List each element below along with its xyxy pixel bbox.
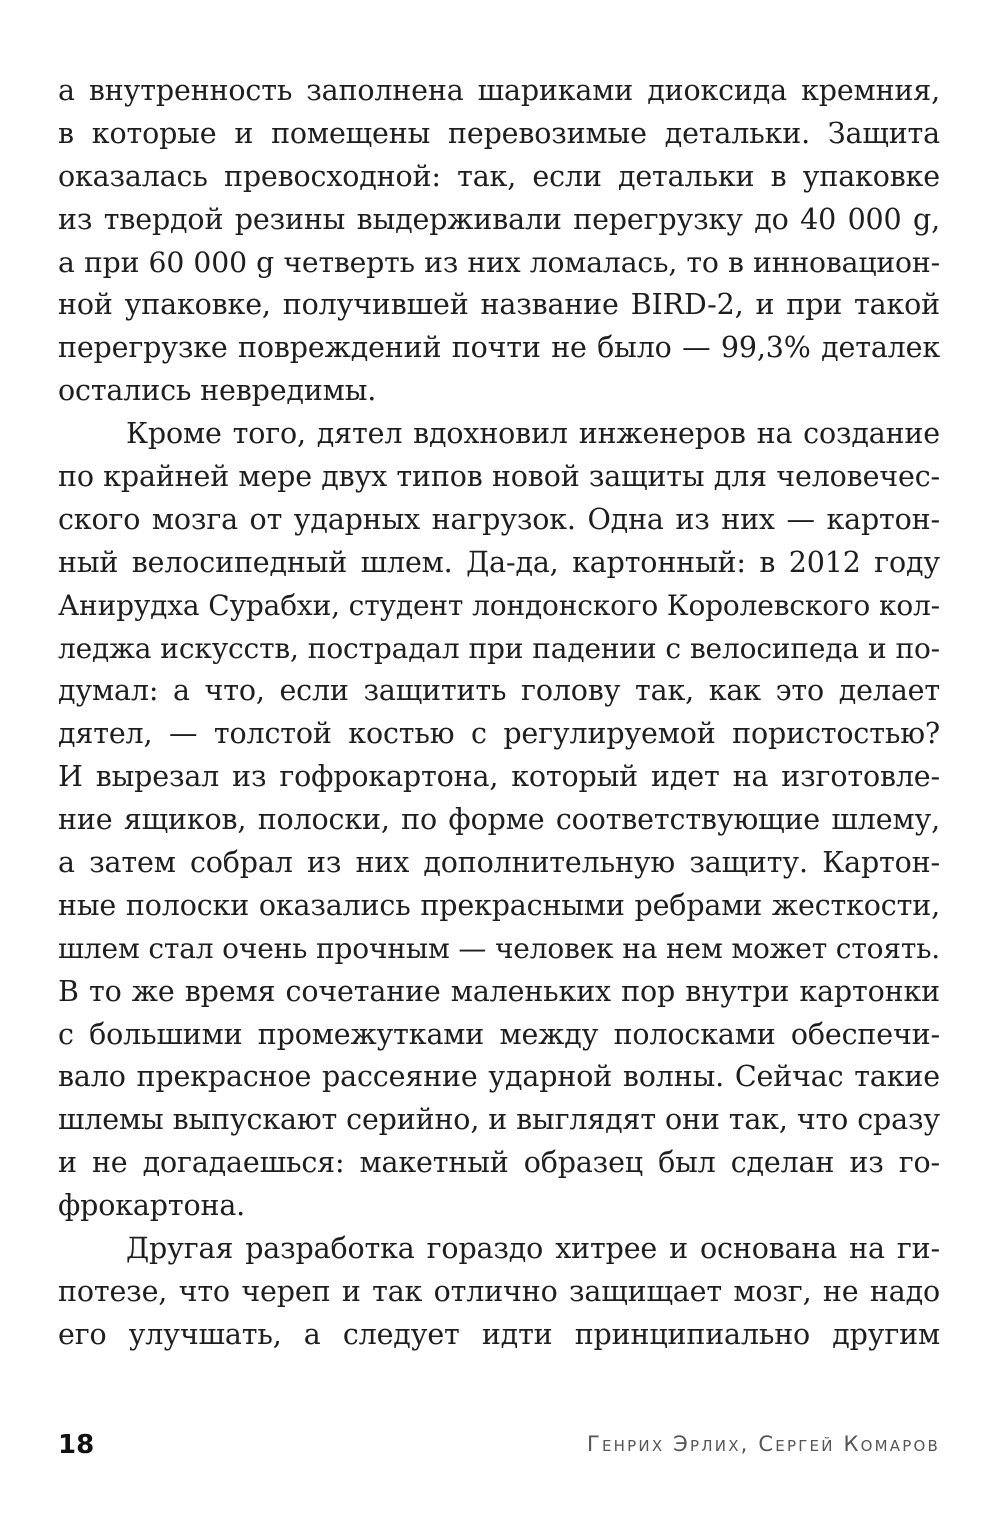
text-line: а внутренность заполнена шариками диоксида кремния, [58, 74, 940, 107]
paragraph [58, 413, 940, 1228]
text-line: шлемы выпускают серийно, и выглядят они так, что сразу [58, 1103, 940, 1137]
body-text [58, 70, 940, 1357]
paragraph [58, 1228, 940, 1357]
text-line: а затем собрал из них дополнительную защиту. Картон- [58, 846, 940, 880]
text-line: остались невредимы. [58, 374, 377, 408]
text-line: ные полоски оказались прекрасными ребрами жесткости, [58, 888, 940, 922]
page-footer [58, 1430, 940, 1470]
paragraph [58, 70, 940, 413]
text-line: а при 60 000 g четверть из них ломалась, то в инновацион- [58, 245, 940, 279]
text-line: ского мозга от ударных нагрузок. Одна из них — картон- [58, 502, 940, 536]
text-line: и не догадаешься: макетный образец был сделан из го- [58, 1146, 940, 1180]
text-line: его улучшать, а следует идти принципиально другим [58, 1317, 940, 1351]
text-line: ние ящиков, полоски, по форме соответствующие шлему, [58, 803, 940, 837]
text-line: В то же время сочетание маленьких пор внутри картонки [58, 974, 940, 1008]
text-line: по крайней мере двух типов новой защиты для человечес- [58, 460, 940, 494]
text-line: думал: а что, если защитить голову так, как это делает [58, 674, 940, 708]
text-line: перегрузке повреждений почти не было — 99,3% деталек [58, 331, 940, 365]
text-line: И вырезал из гофрокартона, который идет на изготовле- [58, 760, 940, 794]
text-line: ный велосипедный шлем. Да-да, картонный: в 2012 году [58, 545, 940, 579]
text-line: Другая разработка гораздо хитрее и основана на ги- [126, 1232, 940, 1266]
text-line: потезе, что череп и так отлично защищает мозг, не надо [58, 1274, 940, 1308]
text-line: фрокартона. [58, 1189, 246, 1223]
page-number: 18 [58, 1430, 95, 1460]
text-line: Кроме того, дятел вдохновил инженеров на создание [126, 417, 940, 451]
text-line: оказалась превосходной: так, если детальки в упаковке [58, 159, 940, 193]
text-line: в которые и помещены перевозимые детальки. Защита [58, 116, 940, 150]
text-line: леджа искусств, пострадал при падении с велосипеда и по- [58, 631, 940, 665]
running-head-authors: Генрих Эрлих, Сергей Комаров [587, 1432, 940, 1456]
text-line: с большими промежутками между полосками обеспечи- [58, 1017, 940, 1051]
text-line: дятел, — толстой костью с регулируемой пористостью? [58, 717, 940, 751]
text-line: шлем стал очень прочным — человек на нем может стоять. [58, 931, 941, 965]
text-line: ной упаковке, получившей название BIRD-2, и при такой [58, 288, 940, 322]
text-line: вало прекрасное рассеяние ударной волны. Сейчас такие [58, 1060, 940, 1094]
text-line: Анирудха Сурабхи, студент лондонского Королевского кол- [58, 588, 940, 622]
text-line: из твердой резины выдерживали перегрузку до 40 000 g, [58, 202, 940, 236]
